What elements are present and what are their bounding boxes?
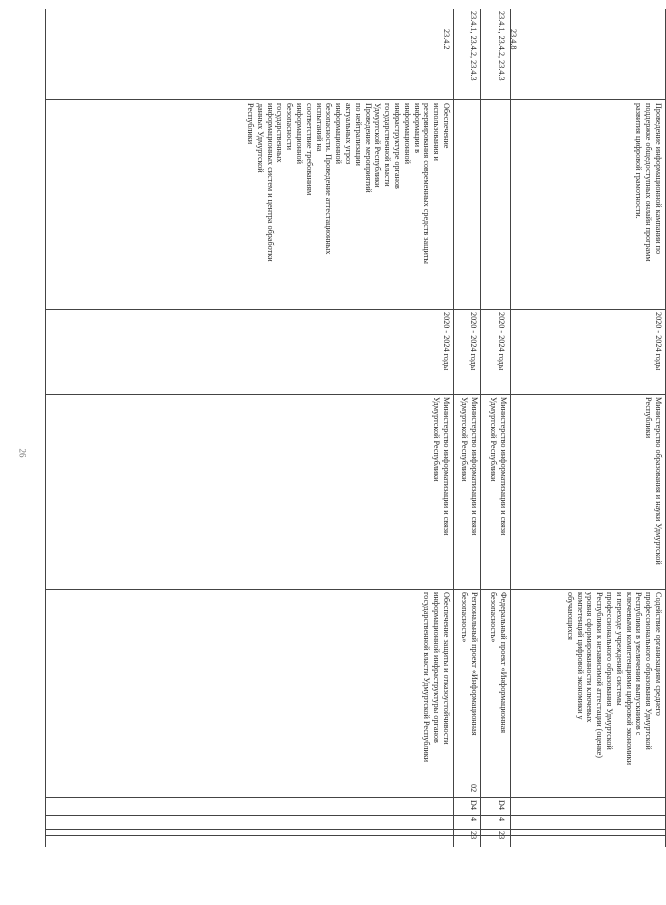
code-4: 4 (469, 817, 478, 822)
period-cell: 2020 - 2024 годы (469, 312, 478, 371)
row-divider (453, 9, 454, 847)
period-cell: 2020 - 2024 годы (442, 312, 451, 371)
table-border-bottom (45, 9, 46, 847)
indicator-cell: 23.4.1, 23.4.2, 23.4.3 (469, 11, 478, 81)
code-d4: D4 (497, 800, 506, 811)
indicator-cell: 23.4.8 (509, 29, 518, 50)
measure-cell: Содействие организациям среднего профессионального образования Удмуртской Республики в увеличении выпускников с ключевыми компетенциями цифровой экономики и переходе учреждений системы профессионального образования Удмуртской Республики к независимой аттестации (оценке) уровня сформированности ключевых компетенций цифровой экономики у обучающихся (565, 592, 663, 766)
result-cell: Проведение информационной кампании по поддержке общедоступных онлайн программ развития цифровой грамотности. (634, 103, 663, 262)
indicator-cell: 23.4.2 (442, 29, 451, 50)
col-divider (45, 309, 666, 310)
col-divider (45, 99, 666, 100)
executor-cell: Министерство образования и науки Удмуртской Республики (644, 397, 663, 565)
rotated-table (39, 9, 666, 847)
code-4: 4 (497, 817, 506, 822)
measure-cell: Региональный проект «Информационная безопасность» (460, 592, 479, 736)
indicator-cell: 23.4.1, 23.4.2, 23.4.3 (497, 11, 506, 81)
col-divider (45, 835, 666, 836)
code-23: 23 (497, 831, 506, 840)
code-02: 02 (469, 784, 478, 793)
row-divider (480, 9, 481, 847)
col-divider (45, 815, 666, 816)
period-cell: 2020 - 2024 годы (497, 312, 506, 371)
measure-cell: Федеральный проект «Информационная безопасность» (489, 592, 508, 734)
col-divider (45, 797, 666, 798)
executor-cell: Министерство информатизации и связи Удмуртской Республики (432, 397, 451, 536)
result-cell: Обеспечение использования и резервирования современных средств защиты информации в информационной инфраструктуре органов государственной власти Удмуртской Республики Проведение мероприятий по нейтрализации актуальных угроз информационной безопасности. Проведение аттестационных испытаний на соответствие требованиям информационной безопасности государственных информационных систем и центра обработки данных Удмуртской Республики (246, 103, 451, 264)
code-d4: D4 (469, 800, 478, 811)
period-cell: 2020 - 2024 годы (654, 312, 663, 371)
executor-cell: Министерство информатизации и связи Удмуртской Республики (489, 397, 508, 536)
col-divider (45, 589, 666, 590)
row-divider (510, 9, 511, 847)
col-divider (45, 394, 666, 395)
code-23: 23 (469, 831, 478, 840)
executor-cell: Министерство информатизации и связи Удмуртской Республики (460, 397, 479, 536)
measure-cell: Обеспечение защиты и отказоустойчивости информационной инфраструктуры органов государственной власти Удмуртской Республики (422, 592, 451, 763)
page-number: 26 (17, 448, 28, 458)
col-divider (45, 829, 666, 830)
